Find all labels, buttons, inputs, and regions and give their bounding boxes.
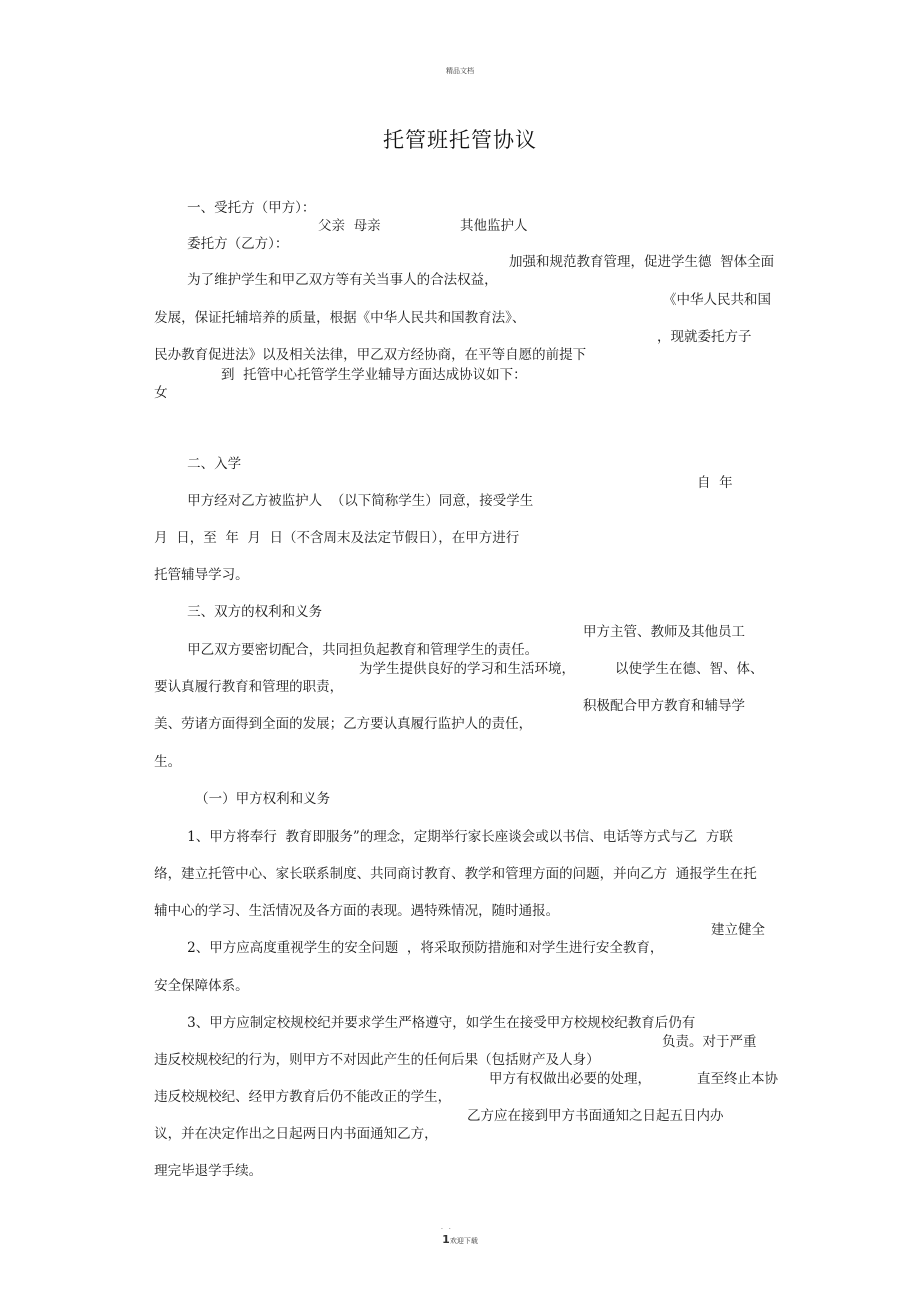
subsection-1-heading: （一）甲方权利和义务 bbox=[195, 791, 331, 807]
clause-1-line-1: 1、甲方将奉行 教育即服务”的理念，定期举行家长座谈会或以书信、电话等方式与乙 方联 bbox=[187, 829, 733, 845]
document-title: 托管班托管协议 bbox=[383, 128, 537, 152]
clause-2-line-2: 安全保障体系。 bbox=[154, 978, 249, 994]
preamble-line-2: 发展，保证托辅培养的质量，根据《中华人民共和国教育法》、 《中华人民共和国 bbox=[154, 292, 771, 326]
enrollment-line-1: 甲方经对乙方被监护人 （以下简称学生）同意，接受学生 自 年 bbox=[187, 475, 733, 509]
clause-3-line-1: 3、甲方应制定校规校纪并要求学生严格遵守，如学生在接受甲方校规校纪教育后仍有 bbox=[187, 1015, 696, 1031]
clause-3-line-2: 违反校规校纪的行为，则甲方不对因此产生的任何后果（包括财产及人身） 负责。对于严重 bbox=[154, 1034, 757, 1068]
enrollment-line-2: 月 日，至 年 月 日（不含周末及法定节假日），在甲方进行 bbox=[154, 530, 520, 546]
rights-line-2: 要认真履行教育和管理的职责， 为学生提供良好的学习和生活环境， 以使学生在德、智、体、 bbox=[154, 661, 764, 695]
section-3-heading: 三、双方的权利和义务 bbox=[187, 604, 323, 620]
preamble-line-1: 为了维护学生和甲乙双方等有关当事人的合法权益， 加强和规范教育管理，促进学生德 智体全面 bbox=[187, 254, 775, 288]
rights-line-1: 甲乙双方要密切配合，共同担负起教育和管理学生的责任。 甲方主管、教师及其他员工 bbox=[187, 624, 745, 658]
preamble-line-3: 民办教育促进法》以及相关法律，甲乙双方经协商，在平等自愿的前提下 ，现就委托方子 bbox=[154, 329, 752, 363]
party-b-guardian: 其他监护人 bbox=[460, 218, 528, 234]
clause-1-line-2: 络，建立托管中心、家长联系制度、共同商讨教育、教学和管理方面的问题，并向乙方 通报学生在托 bbox=[154, 866, 757, 882]
page-footer bbox=[0, 1224, 920, 1247]
page-number: 1 bbox=[442, 1233, 450, 1246]
footer-dots: . . bbox=[441, 1224, 453, 1231]
rights-line-3: 美、劳诸方面得到全面的发展；乙方要认真履行监护人的责任， 积极配合甲方教育和辅导学 bbox=[154, 698, 745, 732]
enrollment-line-3: 托管辅导学习。 bbox=[154, 567, 249, 583]
footer-text: 欢迎下载 bbox=[449, 1237, 478, 1245]
header-note: 精品文档 bbox=[446, 67, 474, 75]
clause-3-line-4: 议，并在决定作出之日起两日内书面通知乙方， 乙方应在接到甲方书面通知之日起五日内办 bbox=[154, 1108, 724, 1142]
rights-line-4: 生。 bbox=[154, 754, 182, 770]
clause-3-line-5: 理完毕退学手续。 bbox=[154, 1163, 263, 1179]
party-b-line: 委托方（乙方）： 父亲 母亲 其他监护人 bbox=[187, 218, 528, 252]
party-a-line: 一、受托方（甲方）： bbox=[187, 200, 316, 216]
clause-2-line-1: 2、甲方应高度重视学生的安全问题 ，将采取预防措施和对学生进行安全教育， 建立健全 bbox=[187, 922, 765, 956]
party-b-parents: 父亲 母亲 bbox=[318, 218, 381, 234]
section-2-heading: 二、入学 bbox=[187, 456, 242, 472]
clause-1-line-3: 辅中心的学习、生活情况及各方面的表现。遇特殊情况，随时通报。 bbox=[154, 903, 560, 919]
clause-3-line-3: 违反校规校纪、经甲方教育后仍不能改正的学生， 甲方有权做出必要的处理， 直至终止本协 bbox=[154, 1071, 778, 1105]
preamble-line-4: 女 到 托管中心托管学生学业辅导方面达成协议如下： bbox=[154, 367, 527, 401]
